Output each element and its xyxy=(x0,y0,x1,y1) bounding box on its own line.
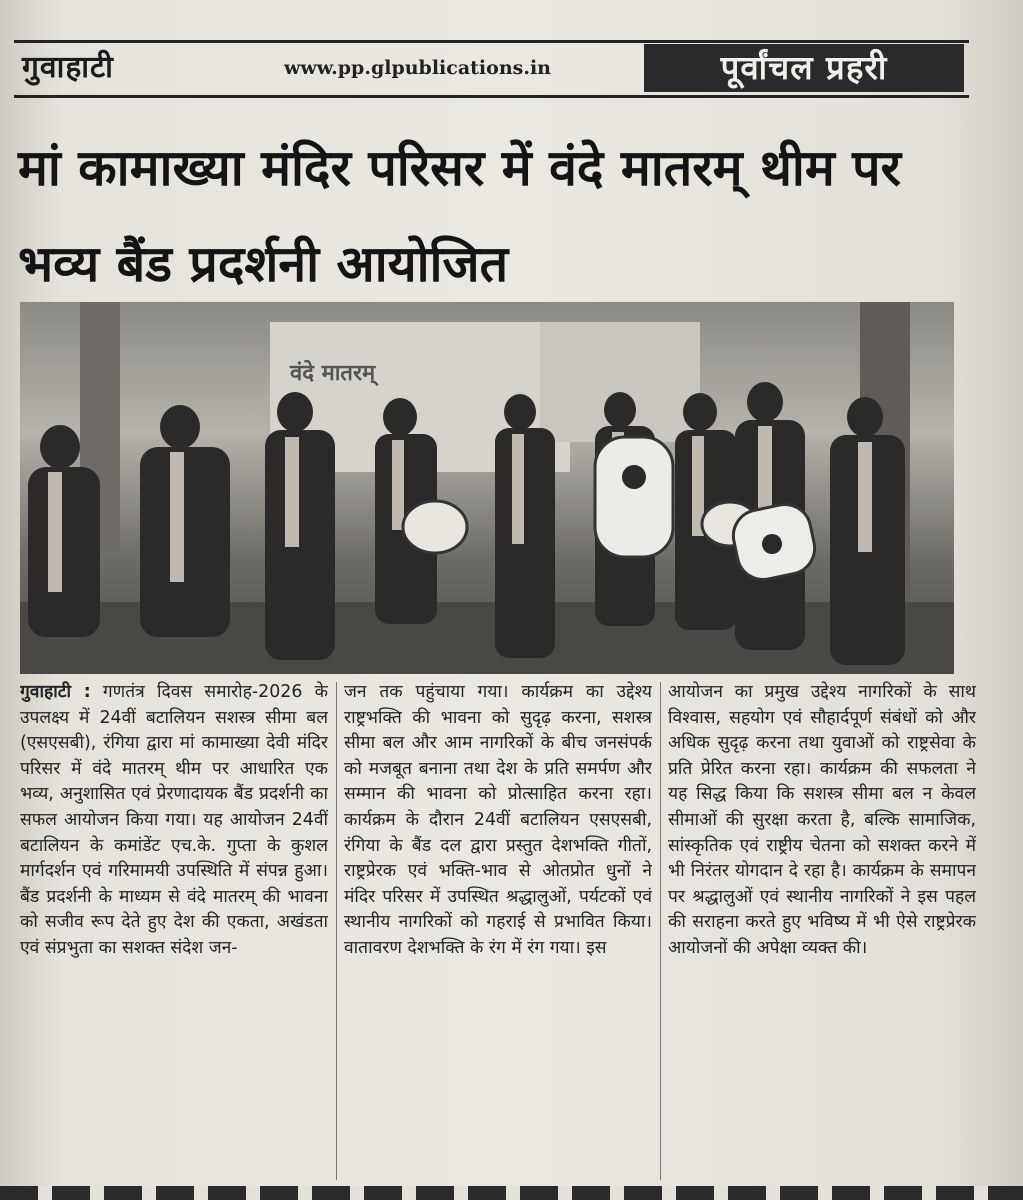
article-column-1 xyxy=(20,680,328,1180)
band-photo-illustration xyxy=(20,302,954,674)
column-rule xyxy=(660,682,661,1180)
article-column-1-text: गणतंत्र दिवस समारोह-2026 के उपलक्ष्य में 24वीं बटालियन सशस्त्र सीमा बल (एसएसबी), रंगिया द्वारा मां कामाख्या देवी मंदिर परिसर में वंदे मातरम् थीम पर आधारित एक भव्य, अनुशासित एवं प्रेरणादायक बैंड प्रदर्शनी का सफल आयोजन किया गया। यह आयोजन 24वीं बटालियन के कमांडेंट एच.के. गुप्ता के कुशल मार्गदर्शन एवं गरिमामयी उपस्थिति में संपन्न हुआ। बैंड प्रदर्शनी के माध्यम से वंदे मातरम् की भावना को सजीव रूप देते हुए देश की एकता, अखंडता एवं संप्रभुता का सशक्त संदेश जन- xyxy=(20,682,328,958)
masthead-top-rule xyxy=(14,40,969,43)
article-photo xyxy=(20,302,954,674)
masthead-city: गुवाहाटी xyxy=(22,50,114,85)
article-headline: मां कामाख्या मंदिर परिसर में वंदे मातरम् थीम पर भव्य बैंड प्रदर्शनी आयोजित xyxy=(18,139,902,293)
masthead xyxy=(14,40,969,98)
photo-banner-text: वंदे मातरम् xyxy=(290,361,376,386)
article-body xyxy=(20,680,976,1180)
masthead-url: www.pp.glpublications.in xyxy=(284,57,551,79)
masthead-bottom-rule xyxy=(14,95,969,98)
masthead-brand: पूर्वांचल प्रहरी xyxy=(644,44,964,92)
article-dateline: गुवाहाटी : xyxy=(20,682,91,702)
article-column-3: आयोजन का प्रमुख उद्देश्य नागरिकों के साथ विश्वास, सहयोग एवं सौहार्दपूर्ण संबंधों को और अधिक सुदृढ़ करना तथा युवाओं को राष्ट्रसेवा के प्रति प्रेरित करना रहा। कार्यक्रम की सफलता ने यह सिद्ध किया कि सशस्त्र सीमा बल न केवल सीमाओं की सुरक्षा करता है, बल्कि सामाजिक, सांस्कृतिक एवं राष्ट्रीय चेतना को सशक्त करने में भी निरंतर योगदान दे रहा है। कार्यक्रम के समापन पर श्रद्धालुओं एवं स्थानीय नागरिकों ने इस पहल की सराहना करते हुए भविष्य में भी ऐसे राष्ट्रप्रेरक आयोजनों की अपेक्षा व्यक्त की। xyxy=(668,682,976,958)
next-article-strip xyxy=(0,1186,1023,1200)
column-rule xyxy=(336,682,337,1180)
article-column-2: जन तक पहुंचाया गया। कार्यक्रम का उद्देश्य राष्ट्रभक्ति की भावना को सुदृढ़ करना, सशस्त्र सीमा बल और आम नागरिकों के बीच जनसंपर्क को मजबूत बनाना तथा देश के प्रति समर्पण और सम्मान की भावना को प्रोत्साहित करना रहा। कार्यक्रम के दौरान 24वीं बटालियन एसएसबी, रंगिया के बैंड दल द्वारा प्रस्तुत देशभक्ति गीतों, राष्ट्रप्रेरक एवं भक्ति-भाव से ओतप्रोत धुनों ने मंदिर परिसर में उपस्थित श्रद्धालुओं, पर्यटकों एवं स्थानीय नागरिकों को गहराई से प्रभावित किया। वातावरण देशभक्ति के रंग में रंग गया। इस xyxy=(344,682,652,958)
